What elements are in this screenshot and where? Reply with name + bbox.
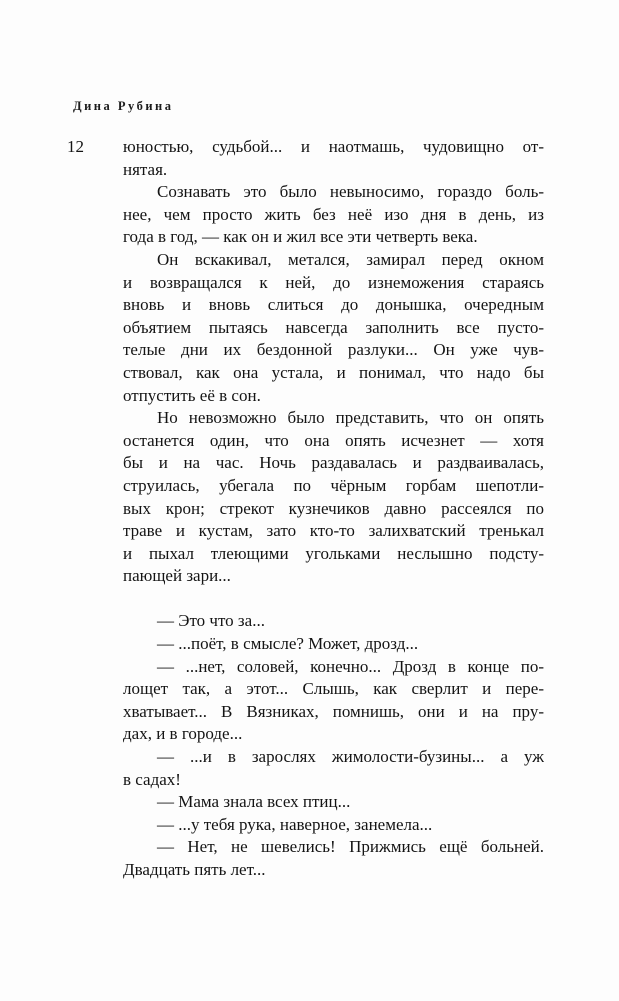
running-header: Дина Рубина [73, 99, 174, 113]
text-line: телые дни их бездонной разлуки... Он уже чув- [123, 340, 544, 360]
text-line: хватывает... В Вязниках, помнишь, они и на пру- [123, 701, 544, 721]
page-number: 12 [67, 137, 84, 156]
text-line: и возвращался к ней, до изнеможения стараясь [123, 272, 544, 292]
text-line: юностью, судьбой... и наотмашь, чудовищно от- [123, 137, 544, 156]
text-line: объятием пытаясь навсегда заполнить все пусто- [123, 317, 544, 337]
text-line: Но невозможно было представить, что он опять [157, 408, 544, 428]
text-line: дах, и в городе... [123, 724, 243, 744]
text-line: траве и кустам, зато кто-то залихватский тренькал [123, 521, 544, 541]
text-line: пающей зари... [123, 566, 231, 586]
text-line: и пыхал тлеющими угольками неслышно подсту- [123, 543, 544, 563]
text-line: в садах! [123, 769, 181, 789]
text-line: — ...нет, соловей, конечно... Дрозд в конце по- [157, 656, 544, 676]
text-line: — Мама знала всех птиц... [157, 792, 351, 812]
text-column [123, 136, 544, 882]
text-line: ствовал, как она устала, и понимал, что надо бы [123, 362, 544, 382]
text-line: останется один, что она опять исчезнет — хотя [123, 430, 544, 450]
text-line: вновь и вновь слиться до донышка, очередным [123, 295, 544, 315]
text-line: вых крон; стрекот кузнечиков давно рассеялся по [123, 498, 544, 518]
text-line: — Нет, не шевелись! Прижмись ещё больней. [157, 837, 544, 857]
text-line: нятая. [123, 159, 168, 179]
text-line: струилась, убегала по чёрным горбам шепотли- [123, 475, 544, 495]
text-line: Он вскакивал, метался, замирал перед окном [157, 249, 544, 269]
text-line: бы и на час. Ночь раздавалась и раздваивалась, [123, 453, 544, 473]
text-line: Двадцать пять лет... [123, 860, 266, 879]
blank-line [123, 588, 544, 611]
text-line: года в год, — как он и жил все эти четверть века. [123, 227, 478, 247]
text-line: — ...поёт, в смысле? Может, дрозд... [157, 634, 419, 654]
text-line: лощет так, а этот... Слышь, как сверлит и пере- [123, 679, 544, 699]
text-line: — Это что за... [157, 611, 265, 631]
text-line: — ...и в зарослях жимолости-бузины... а уж [157, 747, 544, 767]
text-line: Сознавать это было невыносимо, гораздо боль- [157, 182, 544, 202]
text-line: — ...у тебя рука, наверное, занемела... [157, 814, 433, 834]
text-line: нее, чем просто жить без неё изо дня в день, из [123, 204, 544, 224]
text-line: отпустить её в сон. [123, 385, 261, 405]
